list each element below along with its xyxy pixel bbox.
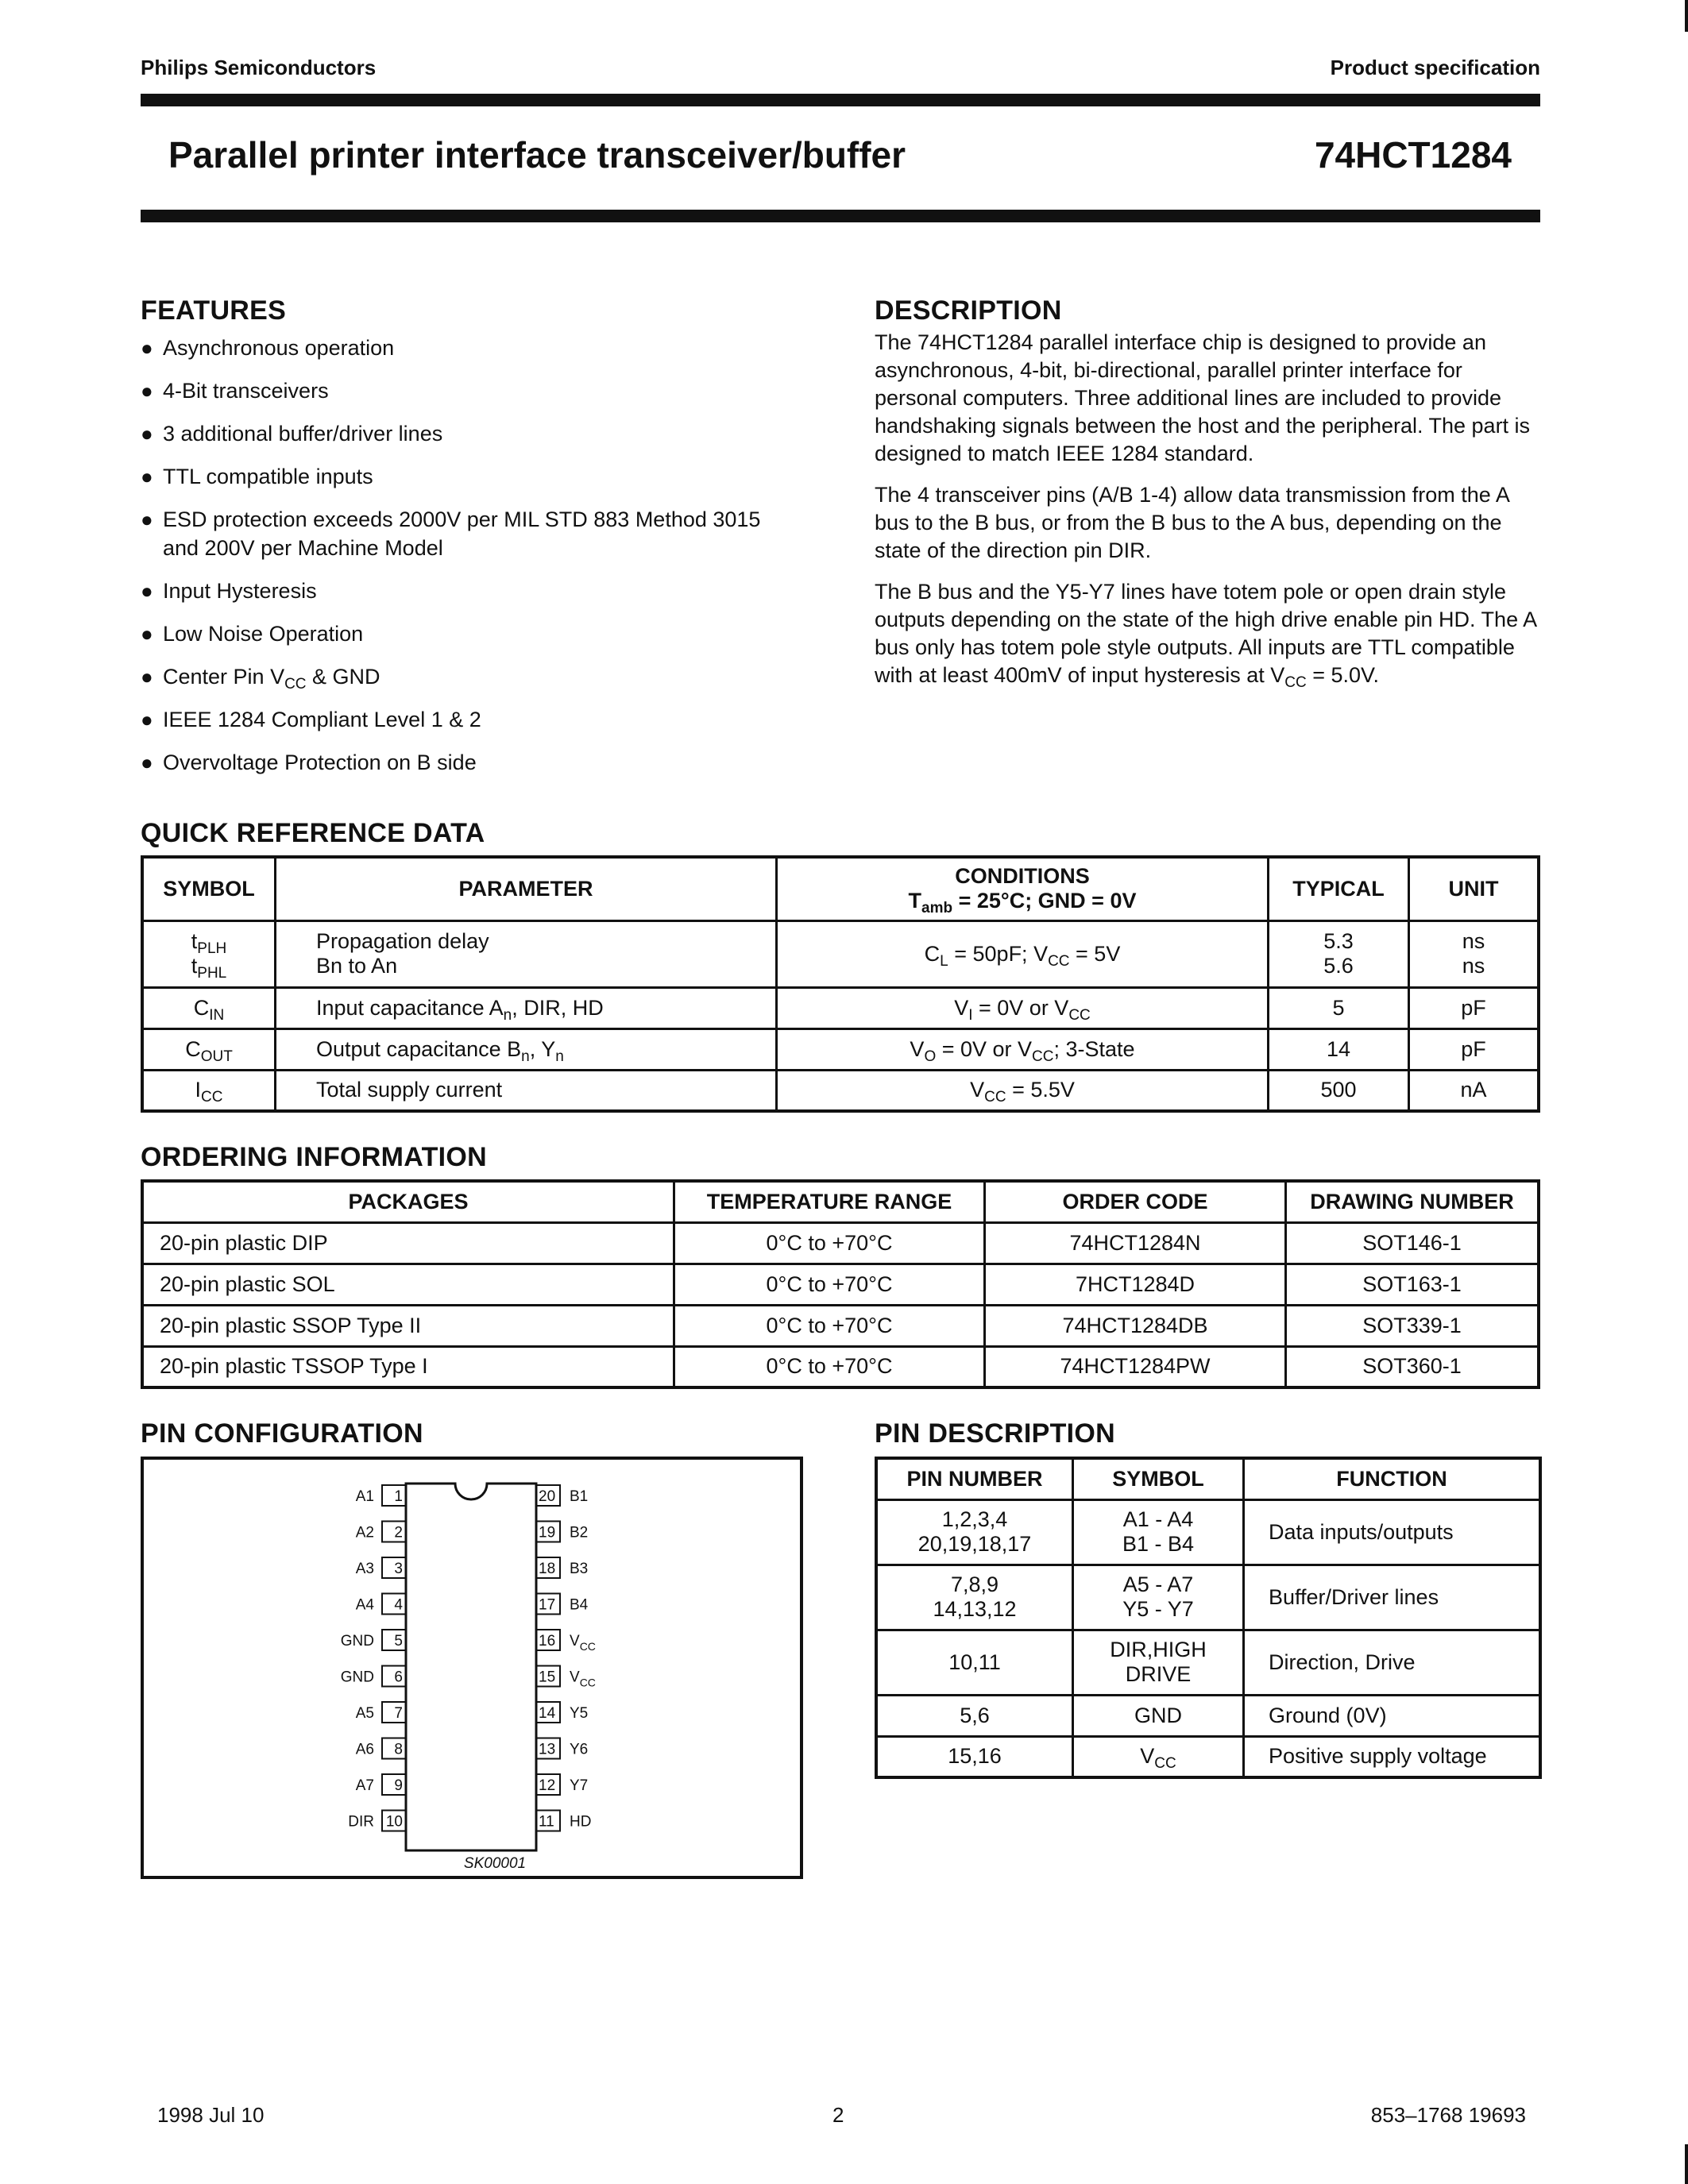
table-row <box>142 987 1539 1028</box>
pin-label: A6 <box>355 1741 374 1758</box>
typ: 5.6 <box>1323 954 1354 978</box>
cond: = 0V or V <box>936 1036 1033 1061</box>
list-item <box>141 419 848 448</box>
cell-typical: 14 <box>1269 1028 1409 1070</box>
param: Output capacitance B <box>316 1036 522 1061</box>
description-text: The B bus and the Y5-Y7 lines have totem pole or open drain style outputs depending on the state of the high drive enable pin HD. The A bus only has totem pole style outputs. All inputs are TTL compatible with at least 400mV of input hysteresis at V <box>875 580 1536 687</box>
table-header-row <box>142 1181 1539 1222</box>
param-sub: n <box>555 1048 564 1065</box>
cond: = 5V <box>1069 941 1121 966</box>
cond-sub: CC <box>1032 1048 1054 1065</box>
cell-pin-number <box>876 1565 1073 1630</box>
bullet-icon: ● <box>141 507 153 531</box>
sym-sub: CC <box>201 1089 223 1106</box>
table-row <box>876 1630 1540 1695</box>
param-line-2: Bn to An <box>316 954 398 978</box>
conditions-t: T <box>908 889 922 913</box>
pin-sym: B1 - B4 <box>1122 1532 1195 1556</box>
cond-sub: O <box>924 1048 937 1065</box>
pin-sym: Y5 - Y7 <box>1122 1597 1194 1621</box>
typ: 5.3 <box>1323 929 1354 953</box>
footer-date: 1998 Jul 10 <box>157 2103 265 2127</box>
cell-order-code: 74HCT1284DB <box>985 1305 1286 1346</box>
pin-label: GND <box>340 1633 374 1650</box>
ordering-heading: ORDERING INFORMATION <box>141 1142 488 1172</box>
pin-configuration-box <box>141 1457 803 1879</box>
table-header-row <box>142 857 1539 920</box>
bullet-icon: ● <box>141 336 153 360</box>
unit: ns <box>1462 954 1485 978</box>
pin-label: A4 <box>355 1596 374 1614</box>
cell-conditions <box>777 1070 1269 1111</box>
unit: ns <box>1462 929 1485 953</box>
pin-number: 4 <box>394 1596 403 1614</box>
feature-text-pre: Center Pin V <box>163 665 285 689</box>
cond: = 5.5V <box>1006 1078 1075 1102</box>
feature-line: ESD protection exceeds 2000V per MIL STD 883 Method 3015 <box>163 507 761 531</box>
list-item <box>141 619 848 648</box>
feature-text: TTL compatible inputs <box>163 465 373 488</box>
cell-symbol <box>142 920 276 987</box>
pin-number: 12 <box>539 1777 556 1794</box>
page-edge-mark-bottom <box>1685 2144 1688 2184</box>
pin-label: B3 <box>570 1561 589 1577</box>
cell-pin-number: 5,6 <box>876 1695 1073 1736</box>
pin-number: 9 <box>394 1777 403 1794</box>
pin-number: 11 <box>539 1813 554 1831</box>
col-conditions <box>777 857 1269 920</box>
pin-number: 16 <box>539 1633 556 1650</box>
description-paragraph-2: The 4 transceiver pins (A/B 1-4) allow data transmission from the A bus to the B bus, or from the B bus to the A bus, depending on the state of the direction pin DIR. <box>875 483 1509 562</box>
pin-sym: DIR,HIGH <box>1110 1638 1207 1661</box>
feature-text: Input Hysteresis <box>163 579 317 603</box>
description-text-end: = 5.0V. <box>1306 663 1380 687</box>
table-row <box>876 1736 1540 1777</box>
bullet-icon: ● <box>141 579 153 603</box>
pin-description-heading: PIN DESCRIPTION <box>875 1418 1115 1449</box>
cell-package: 20-pin plastic DIP <box>142 1222 674 1264</box>
col-function: FUNCTION <box>1244 1458 1541 1499</box>
description-body <box>875 329 1542 703</box>
cell-parameter <box>276 920 777 987</box>
col-temperature: TEMPERATURE RANGE <box>674 1181 985 1222</box>
sym: t <box>191 929 198 953</box>
cell-pin-number <box>876 1499 1073 1565</box>
cell-symbol <box>1073 1565 1244 1630</box>
bullet-icon: ● <box>141 708 153 731</box>
conditions-rest: = 25°C; GND = 0V <box>952 889 1137 913</box>
col-drawing-number: DRAWING NUMBER <box>1286 1181 1539 1222</box>
cond: V <box>910 1036 925 1061</box>
cell-pin-number: 15,16 <box>876 1736 1073 1777</box>
pin-label: Y6 <box>570 1741 589 1758</box>
pin-number: 15 <box>539 1669 556 1686</box>
pin-label: A5 <box>355 1705 374 1722</box>
bullet-icon: ● <box>141 465 153 488</box>
pin-description-table <box>875 1457 1542 1779</box>
cell-symbol <box>1073 1499 1244 1565</box>
pin-sym: A1 - A4 <box>1122 1507 1194 1531</box>
pin-sym: A5 - A7 <box>1122 1572 1194 1596</box>
header-rule-bottom <box>141 210 1540 222</box>
bullet-icon: ● <box>141 622 153 646</box>
bullet-icon: ● <box>141 665 153 689</box>
param-sub: n <box>503 1006 512 1024</box>
pin-configuration-heading: PIN CONFIGURATION <box>141 1418 423 1449</box>
footer-document-code: 853–1768 19693 <box>1370 2103 1526 2127</box>
cell-temperature: 0°C to +70°C <box>674 1264 985 1305</box>
pin-number: 7 <box>394 1705 403 1722</box>
pin-label: B2 <box>570 1524 589 1542</box>
param: Input capacitance A <box>316 995 504 1020</box>
cell-conditions <box>777 920 1269 987</box>
cell-order-code: 7HCT1284D <box>985 1264 1286 1305</box>
pin-number: 20 <box>539 1488 556 1505</box>
feature-text: Low Noise Operation <box>163 622 364 646</box>
cell-parameter <box>276 1028 777 1070</box>
feature-text: Asynchronous operation <box>163 336 395 360</box>
pin-num: 20,19,18,17 <box>917 1532 1032 1556</box>
col-unit: UNIT <box>1409 857 1539 920</box>
pin-label-sub: CC <box>579 1676 596 1689</box>
bullet-icon: ● <box>141 751 153 774</box>
pin-label: A2 <box>355 1524 374 1542</box>
param: , Y <box>529 1036 556 1061</box>
feature-text: IEEE 1284 Compliant Level 1 & 2 <box>163 708 481 731</box>
document-type: Product specification <box>1330 56 1540 79</box>
description-paragraph-1: The 74HCT1284 parallel interface chip is designed to provide an asynchronous, 4-bit, bi-directional, parallel printer interface for personal computers. Three additional lines are included to provide handshaking signals between the host and the peripheral. The part is designed to match IEEE 1284 standard. <box>875 330 1531 465</box>
sym-sub: PLH <box>197 940 227 957</box>
list-item <box>141 376 848 405</box>
cell-typical <box>1269 920 1409 987</box>
feature-text <box>163 505 760 562</box>
list-item <box>141 505 848 562</box>
conditions-label: CONDITIONS <box>955 864 1090 889</box>
col-symbol: SYMBOL <box>1073 1458 1244 1499</box>
pin-label: B4 <box>570 1596 589 1614</box>
pin-num: 14,13,12 <box>933 1597 1017 1621</box>
cell-symbol: GND <box>1073 1695 1244 1736</box>
pin-number: 3 <box>394 1561 403 1577</box>
sym-sub: PHL <box>197 965 227 982</box>
cell-symbol <box>142 987 276 1028</box>
bullet-icon: ● <box>141 422 153 446</box>
table-row <box>876 1499 1540 1565</box>
document-title: Parallel printer interface transceiver/buffer <box>168 134 906 176</box>
pin-label: Y5 <box>570 1705 589 1722</box>
pin-label: $V_{CC}$ <box>570 1669 596 1689</box>
feature-line-2: and 200V per Machine Model <box>163 536 443 560</box>
features-list <box>141 334 848 791</box>
quick-reference-heading: QUICK REFERENCE DATA <box>141 818 485 848</box>
bullet-icon: ● <box>141 379 153 403</box>
sym-sub: IN <box>209 1006 225 1024</box>
cell-conditions <box>777 1028 1269 1070</box>
cell-parameter: Total supply current <box>276 1070 777 1111</box>
cond: ; 3-State <box>1053 1036 1135 1061</box>
cell-temperature: 0°C to +70°C <box>674 1305 985 1346</box>
page-edge-mark <box>1685 0 1688 32</box>
table-row <box>876 1695 1540 1736</box>
col-pin-number: PIN NUMBER <box>876 1458 1073 1499</box>
cell-package: 20-pin plastic SOL <box>142 1264 674 1305</box>
sym: I <box>195 1078 202 1102</box>
param-sub: n <box>521 1048 530 1065</box>
col-parameter: PARAMETER <box>276 857 777 920</box>
pin-label: $V_{CC}$ <box>570 1633 596 1653</box>
cell-symbol <box>142 1028 276 1070</box>
sym: C <box>185 1036 201 1061</box>
cell-function: Data inputs/outputs <box>1244 1499 1541 1565</box>
pin-number: 13 <box>539 1741 556 1758</box>
cell-drawing-number: SOT146-1 <box>1286 1222 1539 1264</box>
pin-label: DIR <box>348 1813 374 1831</box>
col-packages: PACKAGES <box>142 1181 674 1222</box>
cell-unit <box>1409 920 1539 987</box>
cond: = 0V or V <box>972 995 1069 1020</box>
list-item <box>141 577 848 605</box>
description-sub: CC <box>1284 674 1307 691</box>
cell-unit: pF <box>1409 987 1539 1028</box>
pin-number: 17 <box>539 1596 556 1614</box>
conditions-sub: amb <box>921 900 953 917</box>
footer-page-number: 2 <box>832 2103 844 2127</box>
feature-text: Overvoltage Protection on B side <box>163 751 477 774</box>
feature-text: 3 additional buffer/driver lines <box>163 422 443 446</box>
left-pins <box>341 1485 406 1831</box>
cell-temperature: 0°C to +70°C <box>674 1346 985 1387</box>
pin-label-sub: CC <box>579 1640 596 1653</box>
table-row <box>142 920 1539 987</box>
cell-function: Buffer/Driver lines <box>1244 1565 1541 1630</box>
cond-sub: I <box>968 1006 973 1024</box>
cell-drawing-number: SOT339-1 <box>1286 1305 1539 1346</box>
chip-body <box>406 1484 536 1850</box>
cond-sub: CC <box>1068 1006 1091 1024</box>
cell-parameter <box>276 987 777 1028</box>
pin-number: 1 <box>394 1488 403 1505</box>
pin-number: 5 <box>394 1633 403 1650</box>
features-heading: FEATURES <box>141 295 287 326</box>
cond-sub: CC <box>1048 952 1070 970</box>
cond: V <box>954 995 969 1020</box>
pin-number: 18 <box>539 1561 556 1577</box>
pin-number: 6 <box>394 1669 403 1686</box>
table-row <box>142 1028 1539 1070</box>
pin-label: B1 <box>570 1488 589 1505</box>
pin-number: 10 <box>385 1813 403 1831</box>
cell-typical: 500 <box>1269 1070 1409 1111</box>
cell-package: 20-pin plastic TSSOP Type I <box>142 1346 674 1387</box>
cell-conditions <box>777 987 1269 1028</box>
table-row <box>142 1264 1539 1305</box>
description-paragraph-3 <box>875 578 1542 689</box>
pin-label: HD <box>570 1813 592 1831</box>
pin-number: 19 <box>539 1524 556 1542</box>
pin-label: A3 <box>355 1561 374 1577</box>
part-number: 74HCT1284 <box>1314 134 1512 176</box>
ordering-table <box>141 1179 1540 1389</box>
header-rule-top <box>141 94 1540 106</box>
pin-diagram <box>144 1460 800 1876</box>
pin-diagram-caption: SK00001 <box>463 1855 527 1872</box>
cell-drawing-number: SOT163-1 <box>1286 1264 1539 1305</box>
pin-num: 7,8,9 <box>950 1572 999 1596</box>
cell-order-code: 74HCT1284PW <box>985 1346 1286 1387</box>
feature-text: 4-Bit transceivers <box>163 379 329 403</box>
cell-function: Ground (0V) <box>1244 1695 1541 1736</box>
pin-label: GND <box>340 1669 374 1686</box>
pin-sym: DRIVE <box>1125 1662 1192 1686</box>
cond: V <box>970 1078 985 1102</box>
pin-number: 2 <box>394 1524 403 1542</box>
col-order-code: ORDER CODE <box>985 1181 1286 1222</box>
cell-drawing-number: SOT360-1 <box>1286 1346 1539 1387</box>
pin-label: Y7 <box>570 1777 589 1794</box>
right-pins <box>536 1485 596 1831</box>
quick-reference-table <box>141 855 1540 1113</box>
pin-sym: V <box>1140 1744 1155 1769</box>
cond: C <box>924 941 941 966</box>
list-item <box>141 334 848 362</box>
feature-text-sub: CC <box>284 676 307 693</box>
cell-pin-number: 10,11 <box>876 1630 1073 1695</box>
table-header-row <box>876 1458 1540 1499</box>
param: , DIR, HD <box>512 995 604 1020</box>
pin-number: 8 <box>394 1741 403 1758</box>
cell-order-code: 74HCT1284N <box>985 1222 1286 1264</box>
feature-text <box>163 662 380 691</box>
cell-symbol <box>1073 1736 1244 1777</box>
pin-number: 14 <box>539 1705 556 1722</box>
pin-label: A7 <box>355 1777 374 1794</box>
pin-sym-sub: CC <box>1154 1755 1176 1773</box>
cell-symbol <box>142 1070 276 1111</box>
list-item <box>141 662 848 691</box>
table-row <box>142 1070 1539 1111</box>
cell-temperature: 0°C to +70°C <box>674 1222 985 1264</box>
feature-text-post: & GND <box>306 665 380 689</box>
company-name: Philips Semiconductors <box>141 56 377 79</box>
cell-function: Direction, Drive <box>1244 1630 1541 1695</box>
sym: C <box>193 995 210 1020</box>
cell-package: 20-pin plastic SSOP Type II <box>142 1305 674 1346</box>
cond: = 50pF; V <box>948 941 1049 966</box>
col-symbol: SYMBOL <box>142 857 276 920</box>
pin-label: A1 <box>355 1488 374 1505</box>
list-item <box>141 705 848 734</box>
list-item <box>141 462 848 491</box>
param-line: Propagation delay <box>316 929 489 953</box>
col-typical: TYPICAL <box>1269 857 1409 920</box>
cond-sub: L <box>940 952 948 970</box>
cell-unit: pF <box>1409 1028 1539 1070</box>
table-row <box>142 1222 1539 1264</box>
description-heading: DESCRIPTION <box>875 295 1062 326</box>
sym-sub: OUT <box>200 1048 233 1065</box>
cell-typical: 5 <box>1269 987 1409 1028</box>
cond-sub: CC <box>984 1089 1006 1106</box>
cell-unit: nA <box>1409 1070 1539 1111</box>
table-row <box>142 1305 1539 1346</box>
sym: t <box>191 954 198 978</box>
list-item <box>141 748 848 777</box>
cell-function: Positive supply voltage <box>1244 1736 1541 1777</box>
cell-symbol <box>1073 1630 1244 1695</box>
table-row <box>876 1565 1540 1630</box>
pin-num: 1,2,3,4 <box>941 1507 1008 1531</box>
table-row <box>142 1346 1539 1387</box>
